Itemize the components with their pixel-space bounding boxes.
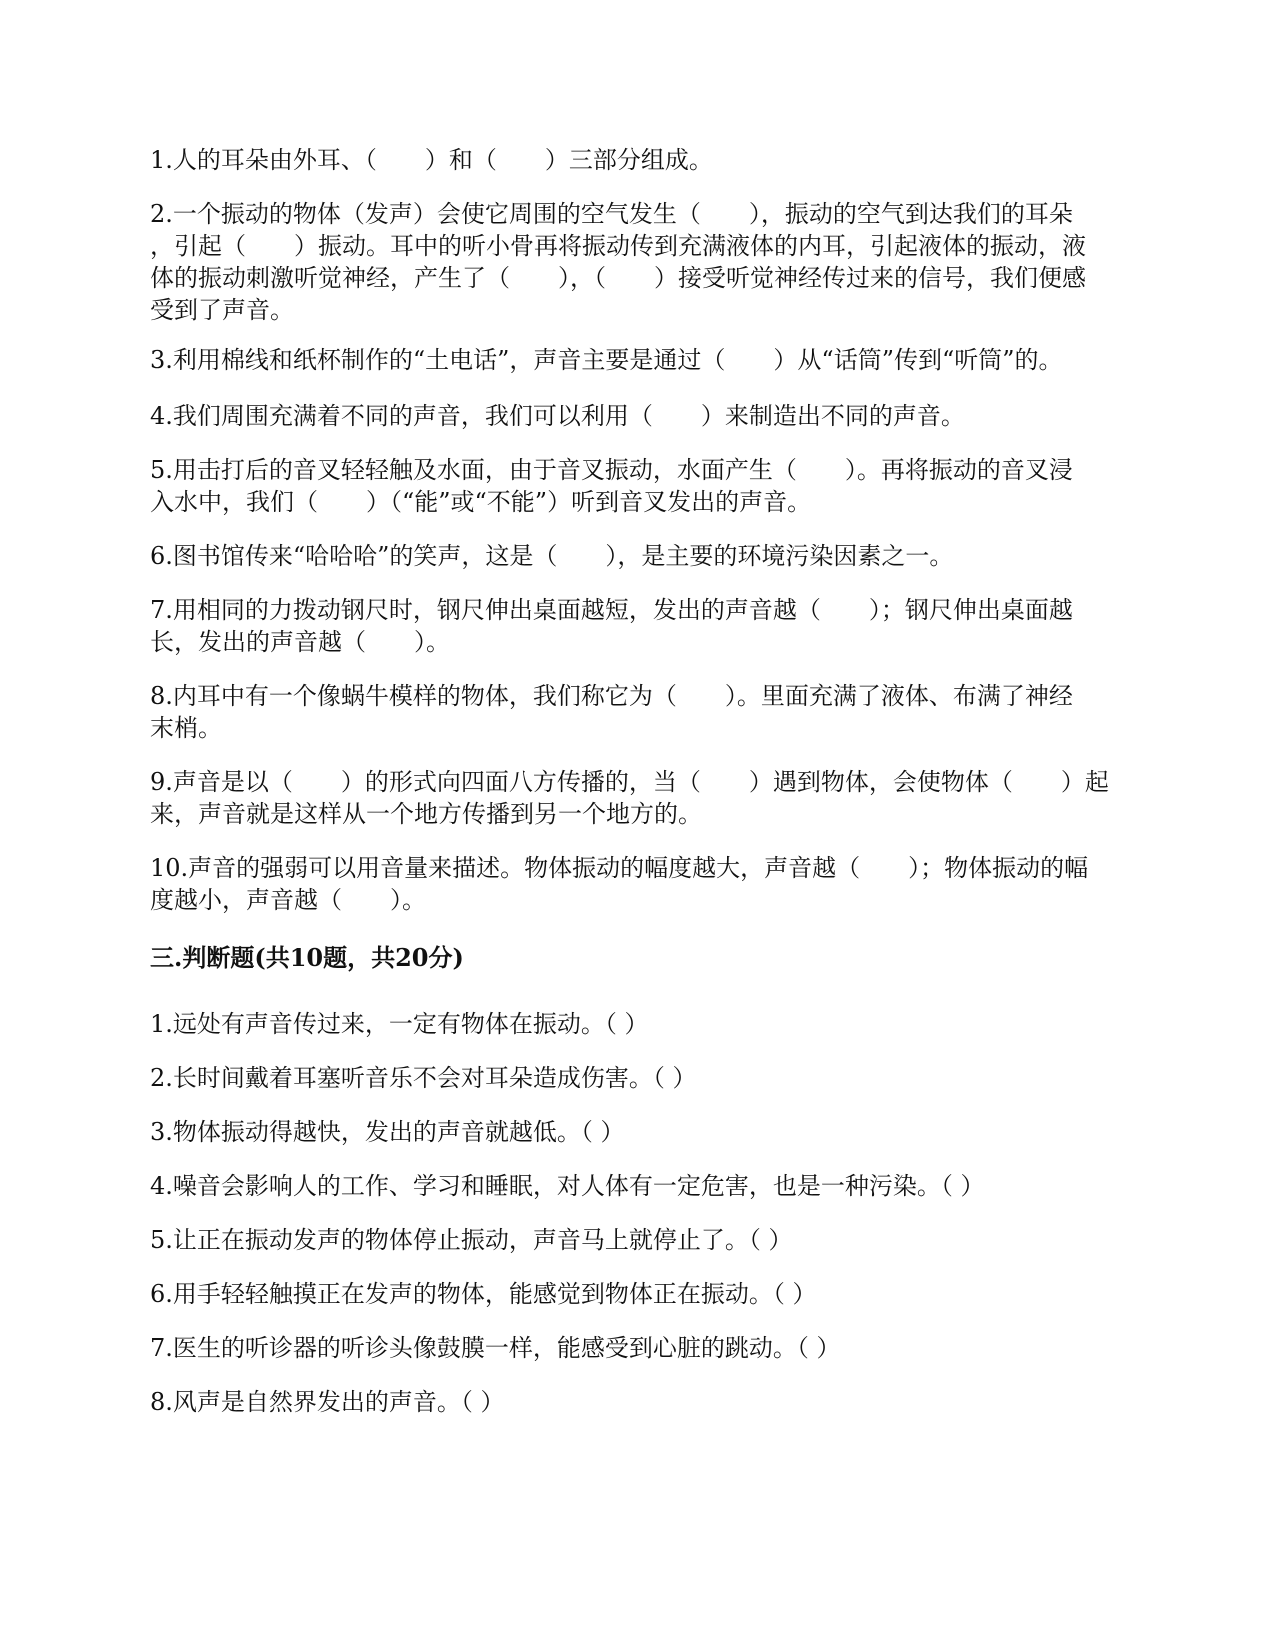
judge-question-1 xyxy=(150,1008,1140,1040)
question-line: 9.声音是以（ ）的形式向四面八方传播的，当（ ）遇到物体，会使物体（ ）起 xyxy=(150,768,1109,796)
fill-question-3 xyxy=(150,344,1140,376)
fill-question-9 xyxy=(150,766,1140,830)
judge-question-7 xyxy=(150,1332,1140,1364)
question-line: 长，发出的声音越（ ）。 xyxy=(150,628,450,656)
judge-question-3 xyxy=(150,1116,1140,1148)
question-line: 7.医生的听诊器的听诊头像鼓膜一样，能感受到心脏的跳动。（ ） xyxy=(150,1334,841,1362)
question-line: 7.用相同的力拨动钢尺时，钢尺伸出桌面越短，发出的声音越（ ）；钢尺伸出桌面越 xyxy=(150,596,1073,624)
question-line: 4.我们周围充满着不同的声音，我们可以利用（ ）来制造出不同的声音。 xyxy=(150,402,965,430)
question-line: 3.利用棉线和纸杯制作的“土电话”，声音主要是通过（ ）从“话筒”传到“听筒”的。 xyxy=(150,346,1063,374)
question-line: 1.远处有声音传过来，一定有物体在振动。（ ） xyxy=(150,1010,649,1038)
question-line: ，引起（ ）振动。耳中的听小骨再将振动传到充满液体的内耳，引起液体的振动，液 xyxy=(150,232,1086,260)
question-line: 度越小，声音越（ ）。 xyxy=(150,886,426,914)
fill-question-4 xyxy=(150,400,1140,432)
fill-question-1 xyxy=(150,144,1140,176)
judge-question-6 xyxy=(150,1278,1140,1310)
question-line: 8.内耳中有一个像蜗牛模样的物体，我们称它为（ ）。里面充满了液体、布满了神经 xyxy=(150,682,1073,710)
judge-question-4 xyxy=(150,1170,1140,1202)
question-line: 10.声音的强弱可以用音量来描述。物体振动的幅度越大，声音越（ ）；物体振动的幅 xyxy=(150,854,1089,882)
question-line: 2.长时间戴着耳塞听音乐不会对耳朵造成伤害。（ ） xyxy=(150,1064,697,1092)
question-line: 3.物体振动得越快，发出的声音就越低。（ ） xyxy=(150,1118,625,1146)
question-line: 6.用手轻轻触摸正在发声的物体，能感觉到物体正在振动。（ ） xyxy=(150,1280,817,1308)
question-line: 5.用击打后的音叉轻轻触及水面，由于音叉振动，水面产生（ ）。再将振动的音叉浸 xyxy=(150,456,1073,484)
question-line: 2.一个振动的物体（发声）会使它周围的空气发生（ ），振动的空气到达我们的耳朵 xyxy=(150,200,1073,228)
fill-question-5 xyxy=(150,454,1140,518)
question-line: 体的振动刺激听觉神经，产生了（ ），（ ）接受听觉神经传过来的信号，我们便感 xyxy=(150,264,1086,292)
question-line: 6.图书馆传来“哈哈哈”的笑声，这是（ ），是主要的环境污染因素之一。 xyxy=(150,542,954,570)
question-line: 末梢。 xyxy=(150,714,222,742)
fill-question-2 xyxy=(150,198,1140,326)
judge-question-8 xyxy=(150,1386,1140,1418)
judge-question-5 xyxy=(150,1224,1140,1256)
question-line: 受到了声音。 xyxy=(150,296,294,324)
question-line: 1.人的耳朵由外耳、（ ）和（ ）三部分组成。 xyxy=(150,146,713,174)
question-line: 5.让正在振动发声的物体停止振动，声音马上就停止了。（ ） xyxy=(150,1226,793,1254)
question-line: 8.风声是自然界发出的声音。（ ） xyxy=(150,1388,505,1416)
fill-question-8 xyxy=(150,680,1140,744)
fill-question-7 xyxy=(150,594,1140,658)
question-line: 4.噪音会影响人的工作、学习和睡眠，对人体有一定危害，也是一种污染。（ ） xyxy=(150,1172,985,1200)
section-heading: 三.判断题(共10题，共20分) xyxy=(150,943,464,972)
question-line: 入水中，我们（ ）（“能”或“不能”）听到音叉发出的声音。 xyxy=(150,488,812,516)
judge-question-2 xyxy=(150,1062,1140,1094)
question-line: 来，声音就是这样从一个地方传播到另一个地方的。 xyxy=(150,800,702,828)
fill-question-6 xyxy=(150,540,1140,572)
fill-question-10 xyxy=(150,852,1140,916)
